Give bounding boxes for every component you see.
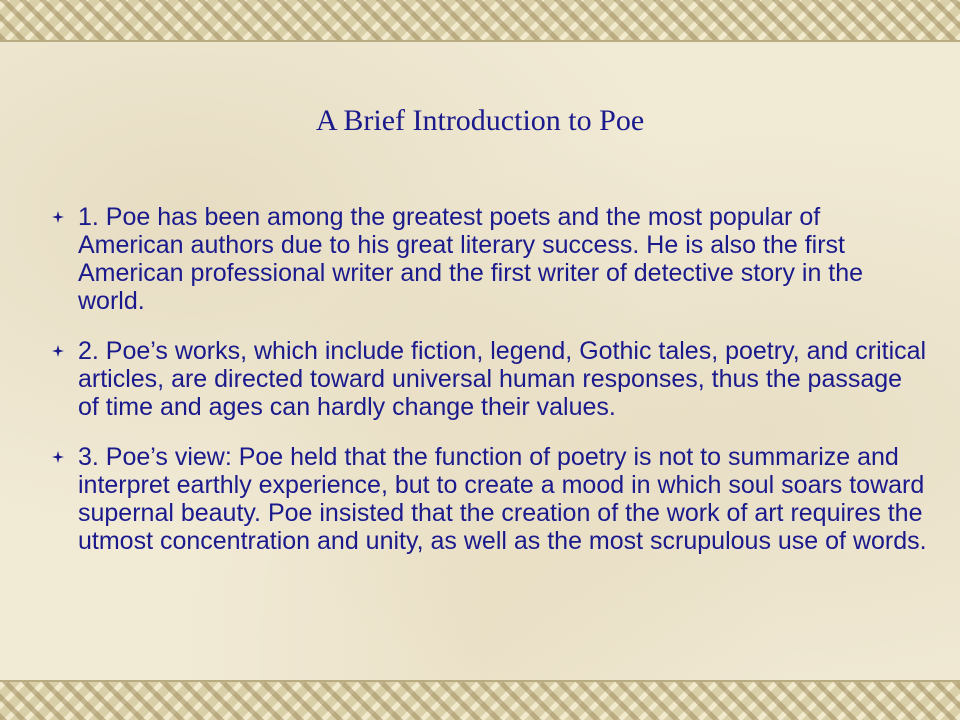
bullet-item-1 bbox=[48, 203, 928, 315]
diamond-ornament-icon bbox=[52, 451, 64, 463]
bullet-item-2 bbox=[48, 337, 928, 421]
bullet-item-3 bbox=[48, 443, 928, 555]
decorative-top-border bbox=[0, 0, 960, 42]
bullet-text: 3. Poe’s view: Poe held that the function of poetry is not to summarize and interpret earthly experience, but to create a mood in which soul soars toward supernal beauty. Poe insisted that the creation of the work of art requires the utmost concentration and unity, as well as the most scrupulous use of words. bbox=[78, 443, 927, 555]
bullet-text: 2. Poe’s works, which include fiction, legend, Gothic tales, poetry, and critical articles, are directed toward universal human responses, thus the passage of time and ages can hardly change their values. bbox=[78, 337, 927, 421]
diamond-ornament-icon bbox=[52, 345, 64, 357]
slide-title: A Brief Introduction to Poe bbox=[315, 104, 645, 137]
diamond-ornament-icon bbox=[52, 211, 64, 223]
bullet-text: 1. Poe has been among the greatest poets and the most popular of American authors due to his great literary success. He is also the first American professional writer and the first writer of detective story in the world. bbox=[78, 203, 864, 315]
decorative-bottom-border bbox=[0, 680, 960, 720]
bullet-list bbox=[48, 203, 928, 577]
